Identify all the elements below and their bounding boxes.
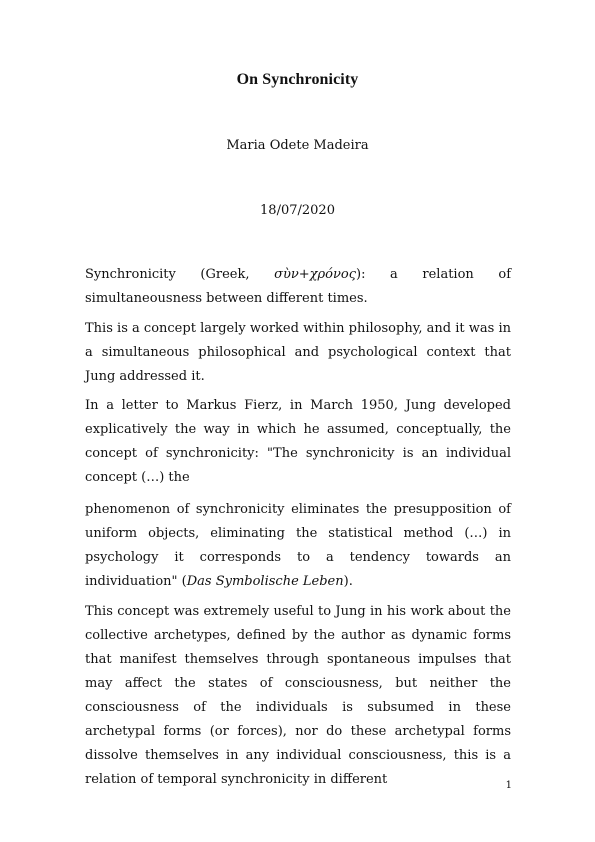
paragraph-letter: In a letter to Markus Fierz, in March 1950, Jung developed explicatively the way in which he assumed, conceptually, the concept of synchronicity: "The synchronicity is an individual concept (…) the xyxy=(85,398,511,485)
paragraph-definition xyxy=(85,263,511,311)
body-text xyxy=(85,263,511,797)
book-title: Das Symbolische Leben xyxy=(186,574,344,589)
paragraph-concept: This is a concept largely worked within philosophy, and it was in a simultaneous philosophical and psychological context that Jung addressed it. xyxy=(85,320,511,384)
paragraph-archetypes: This concept was extremely useful to Jung in his work about the collective archetypes, defined by the author as dynamic forms that manifest themselves through spontaneous impulses that may affect the states of consciousness, but neither the consciousness of the individuals is subsumed in these archetypal forms (or forces), nor do these archetypal forms dissolve themselves in any individual consciousness, this is a relation of temporal synchronicity in different xyxy=(85,603,511,787)
document-date: 18/07/2020 xyxy=(260,203,335,218)
page-number: 1 xyxy=(505,780,512,791)
text-span: phenomenon of synchronicity eliminates the presupposition of uniform objects, eliminating the statistical method (…) in psychology it corresponds to a tendency towards an individuation" ( xyxy=(85,502,511,589)
document-title: On Synchronicity xyxy=(236,71,359,88)
text-span: ): a relation of simultaneousness between different times. xyxy=(85,267,512,306)
text-span: Synchronicity (Greek, xyxy=(85,267,275,282)
text-span: ). xyxy=(343,574,353,589)
greek-term: σὺν+χρόνος xyxy=(274,267,357,282)
paragraph-quote xyxy=(85,498,511,594)
author-name: Maria Odete Madeira xyxy=(226,138,369,153)
